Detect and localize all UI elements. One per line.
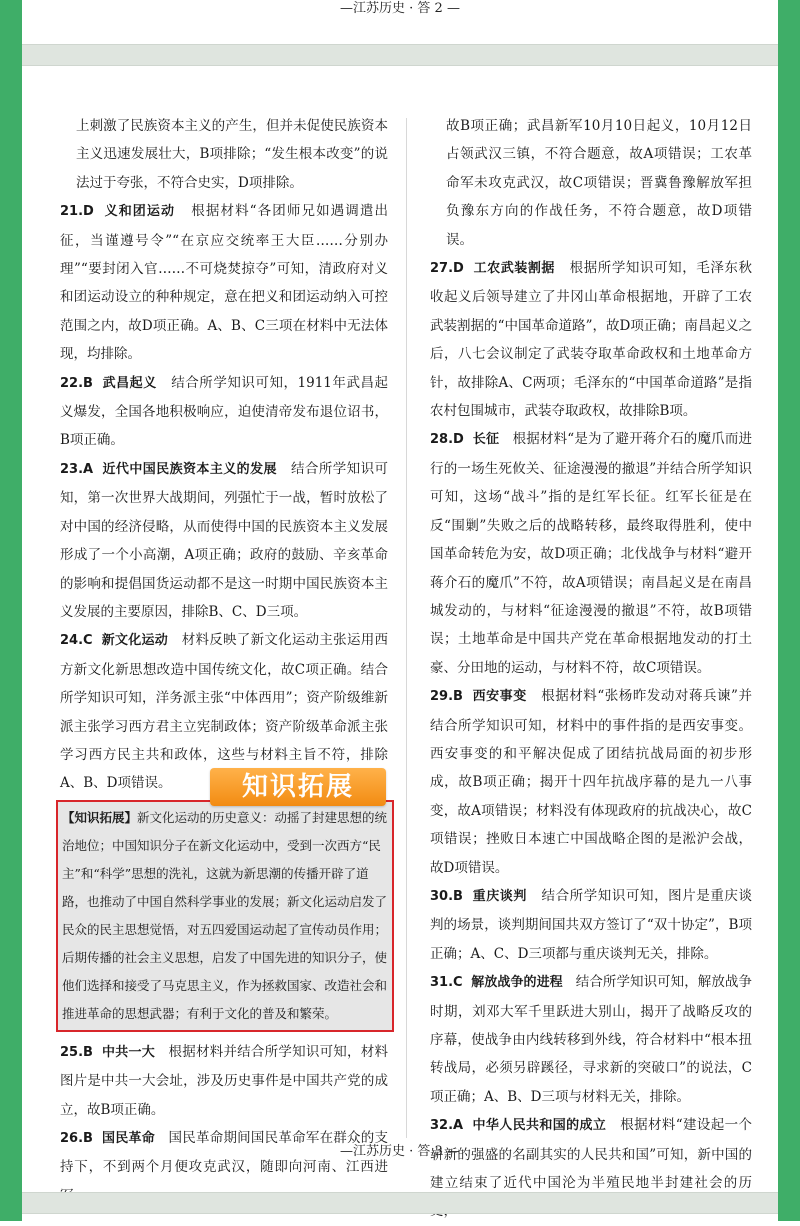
answer-keyword: 工农武装割据 <box>473 261 556 277</box>
answer-text: 结合所学知识可知，图片是重庆谈判的场景，谈判期间国共双方签订了“双十协定”，B项正确；A、C、D三项都与重庆谈判无关，排除。 <box>430 887 752 962</box>
answer-30 <box>430 882 752 968</box>
answer-keyword: 新文化运动 <box>101 633 169 649</box>
answer-27 <box>430 254 752 425</box>
answer-22 <box>60 369 388 455</box>
answer-number: 24.C <box>60 633 93 649</box>
answer-number: 31.C <box>430 975 463 991</box>
answer-keyword: 解放战争的进程 <box>471 975 563 991</box>
answer-number: 30.B <box>430 888 463 904</box>
answer-text: 结合所学知识可知，解放战争时期，刘邓大军千里跃进大别山，揭开了战略反攻的序幕，使战争由内线转移到外线，符合材料中“根本扭转战局，必须另辟蹊径，寻求新的突破口”的说法，C项正确；A、B、D三项与材料无关，排除。 <box>430 974 752 1105</box>
answer-number: 23.A <box>60 461 94 477</box>
answer-text: 根据材料“张杨昨发动对蒋兵谏”并结合所学知识可知，材料中的事件指的是西安事变。西安事变的和平解决促成了团结抗战局面的初步形成，故B项正确；揭开十四年抗战序幕的是九一八事变，故A项错误；材料没有体现政府的抗战决心，故C项错误；挫败日本速亡中国战略企图的是淞沪会战，故D项错误。 <box>430 688 752 876</box>
answer-keyword: 西安事变 <box>472 689 527 705</box>
answer-text: 国民革命期间国民革命军在群众的支持下，不到两个月便攻克武汉，随即向河南、江西进 <box>60 1129 388 1176</box>
answer-text: 根据材料并结合所学知识可知，材料图片是中共一大会址，涉及历史事件是中国共产党的成立，故B项正确。 <box>60 1043 388 1118</box>
right-green-edge <box>778 0 800 1221</box>
knowledge-extension <box>60 771 388 1032</box>
answer-text: 根据所学知识可知，毛泽东秋收起义后领导建立了井冈山革命根据地，开辟了工农武装割据的“中国革命道路”，故D项正确；南昌起义之后，八七会议制定了武装夺取革命政权和土地革命方针，故排除A、C两项；毛泽东的“中国革命道路”是指农村包围城市，武装夺取政权，故排除B项。 <box>430 260 753 420</box>
answer-25 <box>60 1038 388 1124</box>
right-intro: 故B项正确；武昌新军10月10日起义，10月12日占领武汉三镇，不符合题意，故A项错误；工农革命军未攻克武汉，故C项错误；晋冀鲁豫解放军担负豫东方向的作战任务，不符合题意，故D项错误。 <box>446 118 752 248</box>
answer-keyword: 中华人民共和国的成立 <box>472 1118 607 1134</box>
column-divider <box>406 118 407 1138</box>
knowledge-extension-box <box>56 800 394 1032</box>
answer-number: 22.B <box>60 375 93 391</box>
page-separator-band <box>22 44 778 66</box>
answer-number: 28.D <box>430 432 464 448</box>
answer-number: 29.B <box>430 689 463 705</box>
answer-keyword: 义和团运动 <box>104 204 176 220</box>
answer-text: 根据材料“各团师兄如遇调遣出征，当谨遵号令”“在京应交统率王大臣……分别办理”“要封闭入官……不可烧焚掠夺”可知，清政府对义和团运动设立的种种规定，意在把义和团运动纳入可控范围之内，故D项正确。A、B、C三项在材料中无法体现，均排除。 <box>60 203 388 363</box>
left-green-edge <box>0 0 22 1221</box>
knowledge-extension-tag: 知识拓展 <box>210 768 386 806</box>
answer-text: 结合所学知识可知，第一次世界大战期间，列强忙于一战，暂时放松了对中国的经济侵略，从而使得中国的民族资本主义发展形成了一个小高潮，A项正确；政府的鼓励、辛亥革命的影响和提倡国货运动都不是这一时期中国民族资本主义发展的主要原因，排除B、C、D三项。 <box>60 460 388 620</box>
answer-keyword: 国民革命 <box>102 1130 155 1146</box>
answer-text: 根据材料“建设起一个崭新的强盛的名副其实的人民共和国”可知，新中国的建立结束了近代中国沦为半殖民地半封建社会的历 <box>430 1117 753 1192</box>
answer-text: 根据材料“是为了避开蒋介石的魔爪而进行的一场生死攸关、征途漫漫的撤退”并结合所学知识可知，这场“战斗”指的是红军长征。红军长征是在反“围剿”失败之后的战略转移，最终取得胜利，使中国革命转危为安，故D项正确；北伐战争与材料“避开蒋介石的魔爪”不符，故A项错误；南昌起义是在南昌城发动的，与材料“征途漫漫的撤退”不符，故B项错误；土地革命是中国共产党在革命根据地发动的打土豪、分田地的运动，与材料不符，故C项错误。 <box>430 431 752 676</box>
answer-keyword: 长征 <box>472 432 500 448</box>
answer-keyword: 近代中国民族资本主义的发展 <box>102 461 277 477</box>
answer-number: 21.D <box>60 204 94 220</box>
answer-28 <box>430 425 752 682</box>
page-separator-band-bottom <box>22 1192 778 1214</box>
answer-number: 26.B <box>60 1130 93 1146</box>
answer-23 <box>60 455 388 626</box>
right-column <box>430 112 752 1226</box>
left-intro: 上刺激了民族资本主义的产生，但并未促使民族资本主义迅速发展壮大，B项排除；“发生根本改变”的说法过于夸张，不符合史实，D项排除。 <box>76 118 388 191</box>
knowledge-extension-text: 新文化运动的历史意义：动摇了封建思想的统治地位；中国知识分子在新文化运动中，受到一次西方“民主”和“科学”思想的洗礼，这就为新思潮的传播开辟了道路，也推动了中国自然科学事业的发展；新文化运动启发了民众的民主思想觉悟，对五四爱国运动起了宣传动员作用；后期传播的社会主义思想，启发了中国先进的知识分子，使他们选择和接受了马克思主义，作为拯救国家、改造社会和推进革命的思想武器；有利于文化的普及和繁荣。 <box>62 809 388 1021</box>
answer-text: 结合所学知识可知，1911年武昌起义爆发，全国各地积极响应，迫使清帝发布退位诏书，B项正确。 <box>60 374 389 449</box>
answer-keyword: 重庆谈判 <box>472 888 527 904</box>
answer-number: 25.B <box>60 1044 93 1060</box>
answer-keyword: 中共一大 <box>102 1044 155 1060</box>
answer-keyword: 武昌起义 <box>102 375 157 391</box>
page-footer-bottom: —江苏历史 · 答 3 — <box>340 1144 460 1159</box>
answer-text: 材料反映了新文化运动主张运用西方新文化新思想改造中国传统文化，故C项正确。结合所学知识可知，洋务派主张“中体西用”；资产阶级维新派主张学习西方君主立宪制政体；资产阶级革命派主张学习西方民主共和政体，这些与材料主旨不符，排除A、B、D项错误。 <box>60 632 388 792</box>
knowledge-extension-heading: 【知识拓展】 <box>62 809 138 825</box>
page-footer-top: —江苏历史 · 答 2 — <box>340 1 460 16</box>
answer-number: 32.A <box>430 1118 464 1134</box>
answer-number: 27.D <box>430 261 464 277</box>
answer-29 <box>430 682 752 882</box>
answer-31 <box>430 968 752 1111</box>
left-column <box>60 112 388 1210</box>
answer-21 <box>60 197 388 368</box>
